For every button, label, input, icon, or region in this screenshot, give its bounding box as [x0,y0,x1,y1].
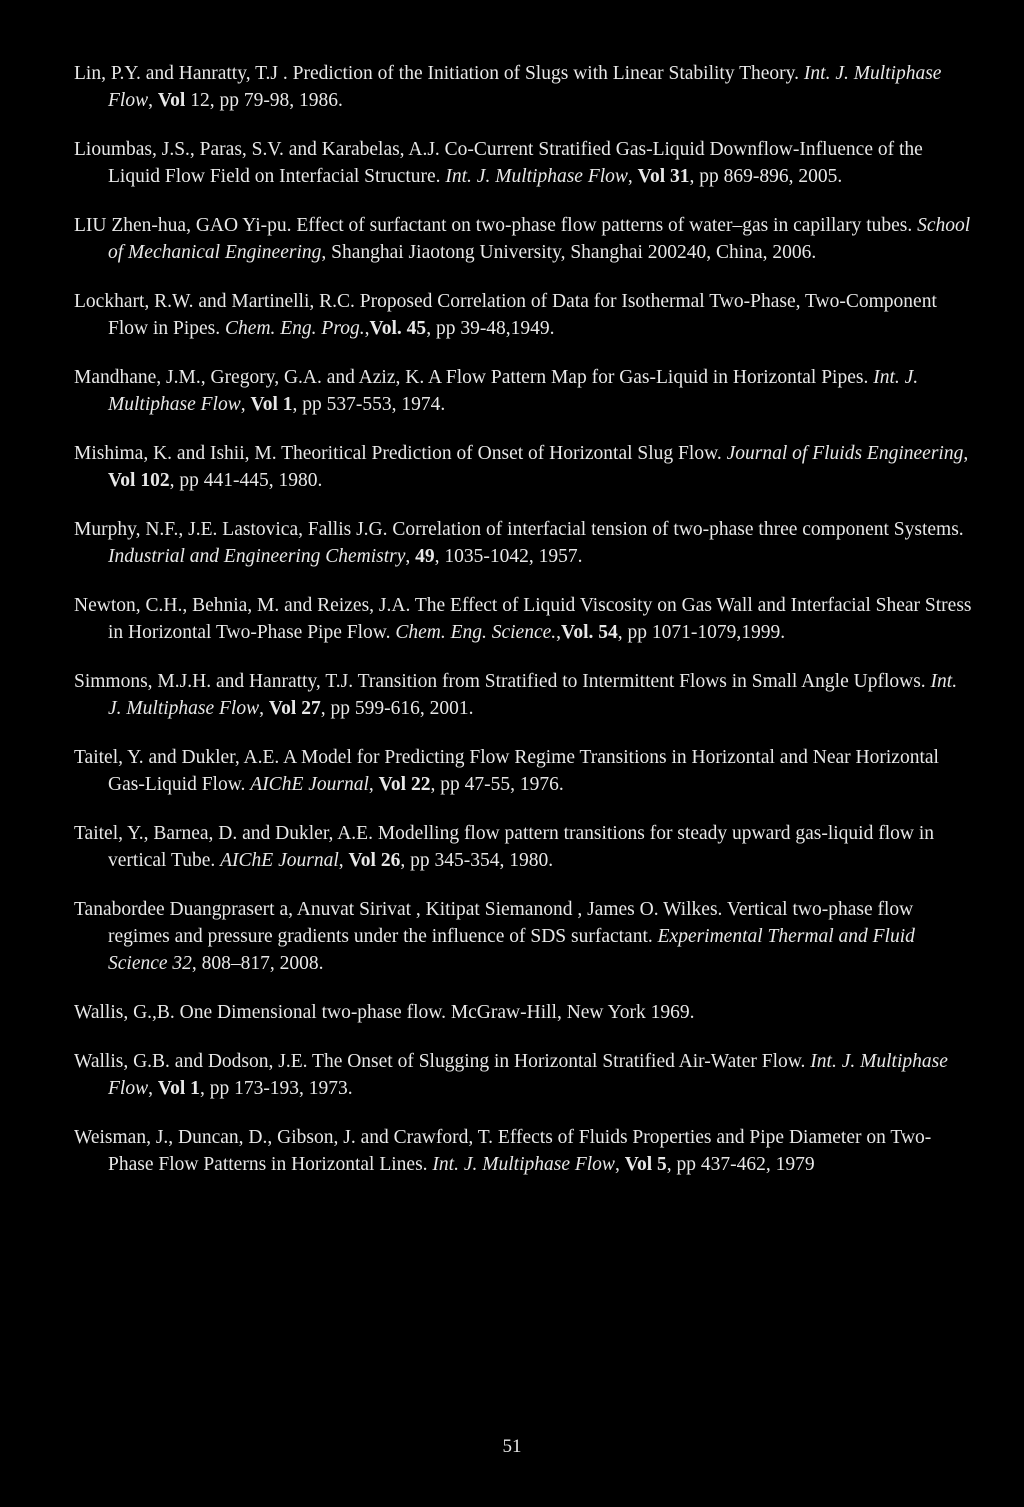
reference-text: , [614,1154,625,1175]
reference-entry [74,744,974,798]
reference-entry [74,999,974,1026]
reference-text: , [338,850,349,871]
reference-entry [74,1048,974,1102]
reference-text: , [259,698,269,719]
reference-text: Murphy, N.F., J.E. Lastovica, Fallis J.G. Correlation of interfacial tension of two-phase three component Systems. [74,519,964,540]
reference-entry [74,288,974,342]
reference-source-italic: Int. J. Multiphase Flow [445,166,628,187]
reference-entry [74,820,974,874]
reference-text: Lockhart, R.W. and Martinelli, R.C. Proposed Correlation of Data for Isothermal Two-Phase, Two-Component Flow in Pipes. [74,291,937,339]
reference-source-italic: Industrial and Engineering Chemistry [108,546,406,567]
reference-volume-bold: Vol. 45 [369,318,427,339]
reference-text: , [627,166,638,187]
reference-volume-bold: Vol 1 [157,1078,200,1099]
reference-source-italic: AIChE Journal [250,774,369,795]
reference-text: Taitel, Y., Barnea, D. and Dukler, A.E. Modelling flow pattern transitions for steady upward gas-liquid flow in vertical Tube. [74,823,935,871]
reference-volume-bold: Vol 5 [624,1154,667,1175]
reference-text: Newton, C.H., Behnia, M. and Reizes, J.A. The Effect of Liquid Viscosity on Gas Wall and Interfacial Shear Stress in Horizontal Two-Phase Pipe Flow. [74,595,972,643]
reference-text: , [148,1078,158,1099]
reference-text: 12, pp 79-98, 1986. [185,90,343,111]
reference-text: Weisman, J., Duncan, D., Gibson, J. and Crawford, T. Effects of Fluids Properties and Pipe Diameter on Two-Phase Flow Patterns in Horizontal Lines. [74,1127,932,1175]
reference-volume-bold: Vol. 54 [561,622,618,643]
reference-source-italic: AIChE Journal [220,850,339,871]
reference-text: , [368,774,379,795]
reference-entry [74,1124,974,1178]
reference-text: , pp 437-462, 1979 [666,1154,815,1175]
reference-text: , pp 599-616, 2001. [320,698,474,719]
reference-text: Mishima, K. and Ishii, M. Theoritical Prediction of Onset of Horizontal Slug Flow. [74,443,727,464]
reference-entry [74,212,974,266]
page-number: 51 [502,1436,522,1457]
reference-text: Taitel, Y. and Dukler, A.E. A Model for Predicting Flow Regime Transitions in Horizontal and Near Horizontal Gas-Liquid Flow. [74,747,939,795]
reference-text: , [148,90,158,111]
reference-source-italic: Chem. Eng. Prog. [225,318,365,339]
reference-text: , 808–817, 2008. [191,953,324,974]
reference-source-italic: Int. J. Multiphase Flow [108,1051,948,1099]
reference-entry [74,136,974,190]
reference-text: , [405,546,416,567]
reference-list [74,60,974,1200]
reference-entry [74,668,974,722]
reference-source-italic: Int. J. Multiphase Flow [108,367,919,415]
reference-text: , [963,443,969,464]
reference-text: Wallis, G.B. and Dodson, J.E. The Onset of Slugging in Horizontal Stratified Air-Water Flow. [74,1051,811,1072]
reference-text: , 1035-1042, 1957. [434,546,583,567]
reference-source-italic: Int. J. Multiphase Flow [108,671,958,719]
reference-source-italic: Journal of Fluids Engineering [726,443,964,464]
reference-source-italic: Int. J. Multiphase Flow [108,63,942,111]
reference-text: Lioumbas, J.S., Paras, S.V. and Karabelas, A.J. Co-Current Stratified Gas-Liquid Downflow-Influence of the Liquid Flow Field on Interfacial Structure. [74,139,923,187]
reference-text: , pp 441-445, 1980. [169,470,323,491]
reference-source-italic: Chem. Eng. Science. [395,622,557,643]
reference-entry [74,516,974,570]
reference-text: , pp 869-896, 2005. [689,166,843,187]
reference-volume-bold: 49 [415,546,435,567]
reference-volume-bold: Vol 26 [348,850,401,871]
reference-text: Tanabordee Duangprasert a, Anuvat Sirivat , Kitipat Siemanond , James O. Wilkes. Vertical two-phase flow regimes and pressure gradients under the influence of SDS surfactant. [74,899,914,947]
reference-entry [74,440,974,494]
reference-text: , pp 47-55, 1976. [430,774,564,795]
reference-text: Lin, P.Y. and Hanratty, T.J . Prediction of the Initiation of Slugs with Linear Stability Theory. [74,63,804,84]
reference-text: Mandhane, J.M., Gregory, G.A. and Aziz, K. A Flow Pattern Map for Gas-Liquid in Horizontal Pipes. [74,367,874,388]
reference-text: Simmons, M.J.H. and Hanratty, T.J. Transition from Stratified to Intermittent Flows in Small Angle Upflows. [74,671,931,692]
reference-text: , [240,394,251,415]
reference-text: , [556,622,562,643]
reference-entry [74,896,974,977]
reference-text: , pp 537-553, 1974. [292,394,446,415]
reference-text: , pp 1071-1079,1999. [617,622,786,643]
reference-entry [74,364,974,418]
reference-source-italic: School of Mechanical Engineering [108,215,971,263]
reference-entry [74,60,974,114]
reference-text: , pp 39-48,1949. [426,318,555,339]
reference-volume-bold: Vol [157,90,186,111]
reference-text: , pp 345-354, 1980. [400,850,554,871]
reference-volume-bold: Vol 27 [268,698,321,719]
reference-entry [74,592,974,646]
reference-text: Wallis, G.,B. One Dimensional two-phase flow. McGraw-Hill, New York 1969. [74,1002,695,1023]
reference-source-italic: Experimental Thermal and Fluid Science 32 [108,926,915,974]
reference-text: , pp 173-193, 1973. [199,1078,353,1099]
reference-volume-bold: Vol 31 [637,166,690,187]
reference-text: LIU Zhen-hua, GAO Yi-pu. Effect of surfactant on two-phase flow patterns of water–gas in capillary tubes. [74,215,918,236]
reference-volume-bold: Vol 102 [108,470,170,491]
reference-source-italic: Int. J. Multiphase Flow [432,1154,615,1175]
reference-text: , [364,318,370,339]
reference-text: , Shanghai Jiaotong University, Shanghai 200240, China, 2006. [321,242,817,263]
reference-volume-bold: Vol 1 [250,394,293,415]
reference-volume-bold: Vol 22 [378,774,431,795]
